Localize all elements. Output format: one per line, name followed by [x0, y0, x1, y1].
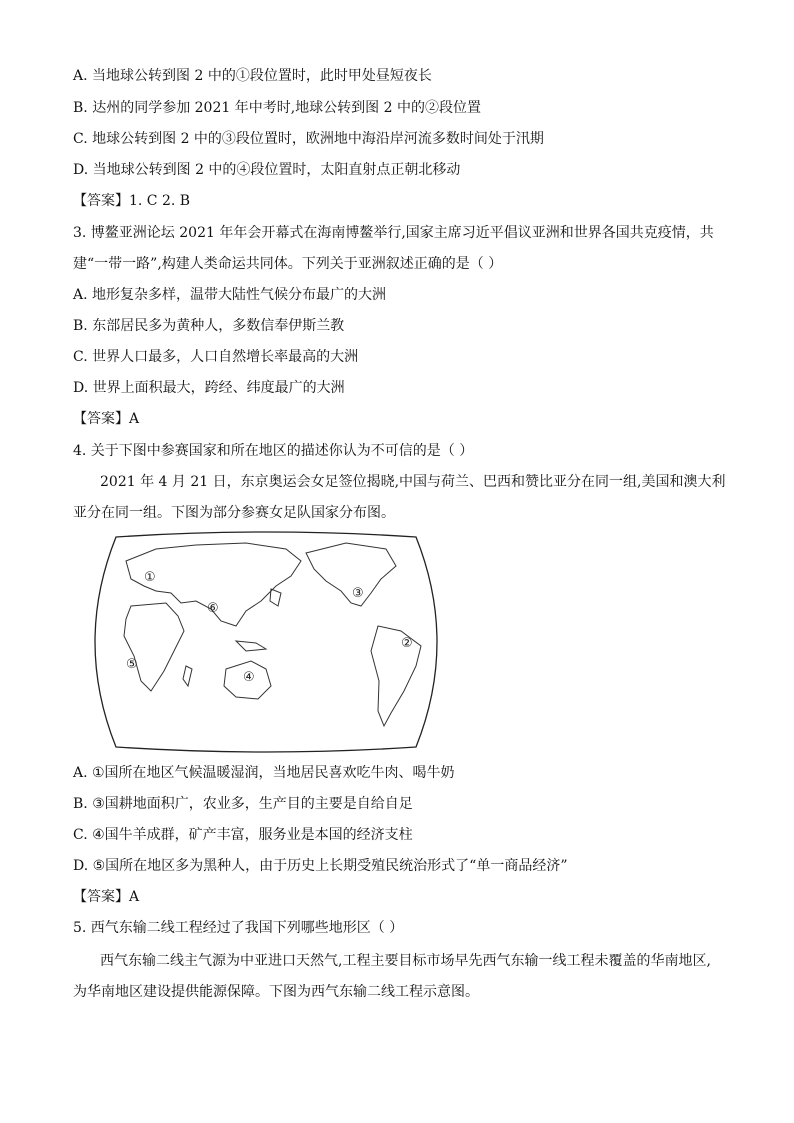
q5-material-line1: 西气东输二线主气源为中亚进口天然气,工程主要目标市场早先西气东输一线工程未覆盖的华南地区,	[100, 953, 711, 969]
q5-stem: 5. 西气东输二线工程经过了我国下列哪些地形区（ ）	[73, 920, 404, 936]
q2-option-a: A. 当地球公转到图 2 中的①段位置时，此时甲处昼短夜长	[73, 68, 432, 84]
q3-stem-line1: 3. 博鳌亚洲论坛 2021 年年会开幕式在海南博鳌举行,国家主席习近平倡议亚洲和世界各国共克疫情，共	[73, 225, 714, 241]
q2-option-b: B. 达州的同学参加 2021 年中考时,地球公转到图 2 中的②段位置	[73, 100, 481, 116]
map-label-5: ⑤	[126, 657, 138, 672]
map-outline	[95, 532, 437, 752]
continent-south-america	[371, 626, 421, 726]
q4-stem: 4. 关于下图中参赛国家和所在地区的描述你认为不可信的是（ ）	[73, 443, 474, 459]
continent-north-america	[306, 543, 396, 606]
island-madagascar	[183, 666, 192, 686]
q4-option-d: D. ⑤国所在地区多为黑种人，由于历史上长期受殖民统治形式了“单一商品经济”	[73, 858, 568, 874]
map-label-3: ③	[352, 586, 364, 601]
island-east-asia	[270, 589, 281, 606]
q3-option-c: C. 世界人口最多，人口自然增长率最高的大洲	[73, 349, 359, 365]
q2-option-c: C. 地球公转到图 2 中的③段位置时，欧洲地中海沿岸河流多数时间处于汛期	[73, 131, 544, 147]
continent-africa	[124, 603, 184, 691]
world-map	[86, 531, 446, 753]
q2-option-d: D. 当地球公转到图 2 中的④段位置时，太阳直射点正朝北移动	[73, 162, 461, 178]
q3-option-b: B. 东部居民多为黄种人，多数信奉伊斯兰教	[73, 318, 345, 334]
map-label-1: ①	[144, 570, 156, 585]
q3-stem-line2: 建“一带一路”,构建人类命运共同体。下列关于亚洲叙述正确的是（ ）	[73, 256, 503, 272]
answer-q4: 【答案】A	[73, 889, 140, 905]
q3-option-d: D. 世界上面积最大，跨经、纬度最广的大洲	[73, 380, 345, 396]
q4-material-line1: 2021 年 4 月 21 日，东京奥运会女足签位揭晓,中国与荷兰、巴西和赞比亚分在同一组,美国和澳大利	[100, 474, 726, 490]
map-label-6: ⑥	[207, 601, 219, 616]
map-label-2: ②	[401, 636, 413, 651]
q3-option-a: A. 地形复杂多样，温带大陆性气候分布最广的大洲	[73, 287, 387, 303]
q4-option-c: C. ④国牛羊成群，矿产丰富，服务业是本国的经济支柱	[73, 827, 413, 843]
q4-option-a: A. ①国所在地区气候温暖湿润，当地居民喜欢吃牛肉、喝牛奶	[73, 765, 455, 781]
q5-material-line2: 为华南地区建设提供能源保障。下图为西气东输二线工程示意图。	[73, 984, 479, 1000]
answer-q1-q2: 【答案】1. C 2. B	[73, 193, 191, 209]
q4-material-line2: 亚分在同一组。下图为部分参赛女足队国家分布图。	[73, 505, 395, 521]
answer-q3: 【答案】A	[73, 411, 140, 427]
islands-southeast-asia	[236, 641, 266, 651]
map-label-4: ④	[243, 670, 255, 685]
q4-option-b: B. ③国耕地面积广，农业多，生产目的主要是自给自足	[73, 796, 413, 812]
